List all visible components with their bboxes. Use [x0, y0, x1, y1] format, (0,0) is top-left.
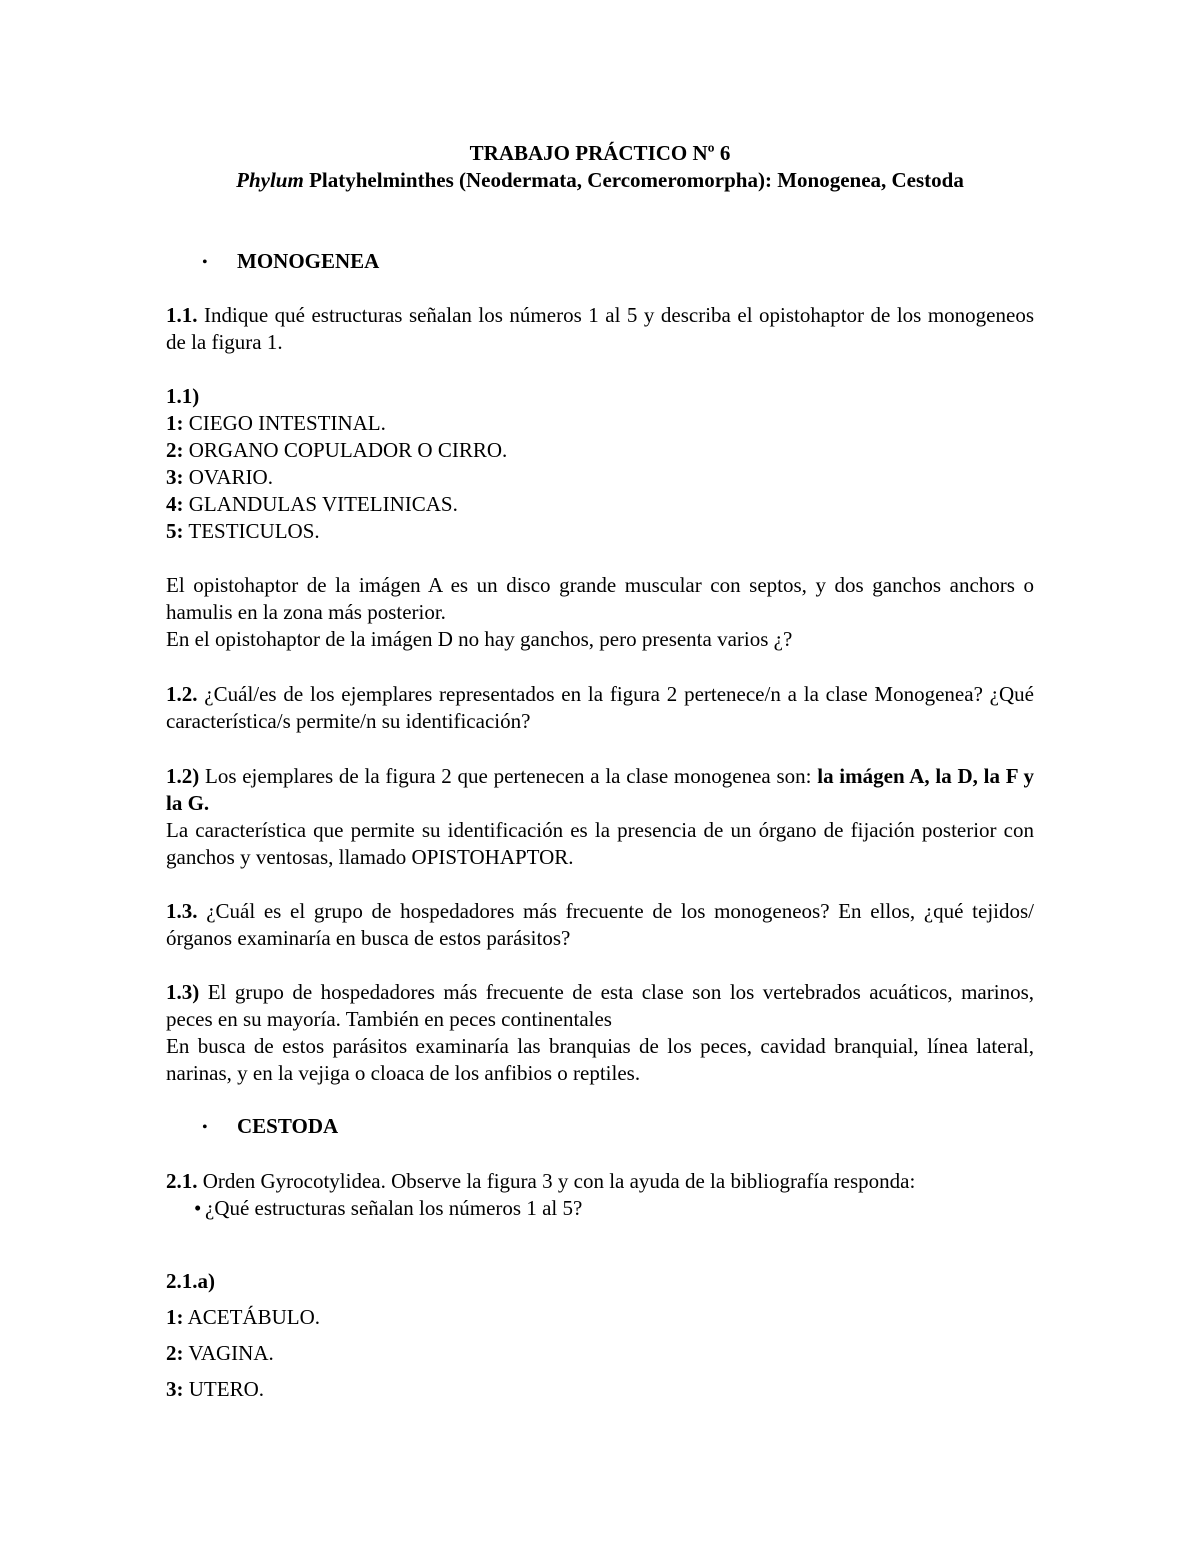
answer-2-1: 2.1.a) 1: ACETÁBULO. 2: VAGINA. 3: UTERO.: [166, 1263, 1034, 1407]
sub-bullet-icon: •: [194, 1196, 202, 1220]
question-1-3: 1.3. ¿Cuál es el grupo de hospedadores más frecuente de los monogeneos? En ellos, ¿qué tejidos/órganos examinaría en busca de estos parásitos?: [166, 899, 1034, 950]
page-title: [0, 140, 1200, 167]
answer-1-1-paragraph: El opistohaptor de la imágen A es un disco grande muscular con septos, y dos ganchos anchors o hamulis en la zona más posterior.: [166, 573, 1034, 624]
page-subtitle: [0, 167, 1200, 194]
answer-1-3-paragraph: En busca de estos parásitos examinaría las branquias de los peces, cavidad branquial, línea lateral, narinas, y en la vejiga o cloaca de los anfibios o reptiles.: [166, 1034, 1034, 1085]
subtitle-italic: Phylum: [236, 168, 304, 192]
subtitle-text: Platyhelminthes (Neodermata, Cercomeromorpha): Monogenea, Cestoda: [303, 168, 964, 192]
list-item: 3: UTERO.: [166, 1377, 264, 1401]
question-2-1-sub: ¿Qué estructuras señalan los números 1 al 5?: [205, 1196, 583, 1220]
list-item: 4: GLANDULAS VITELINICAS.: [166, 492, 458, 516]
answer-1-2-paragraph: La característica que permite su identificación es la presencia de un órgano de fijación posterior con ganchos y ventosas, llamado OPISTOHAPTOR.: [166, 818, 1034, 869]
bullet-icon: •: [202, 254, 208, 271]
answer-1-3: 1.3) El grupo de hospedadores más frecuente de esta clase son los vertebrados acuáticos, marinos, peces en su mayoría. También en peces continentales: [166, 980, 1034, 1031]
list-item: 1: CIEGO INTESTINAL.: [166, 411, 386, 435]
list-item: 3: OVARIO.: [166, 465, 273, 489]
list-item: 2: ORGANO COPULADOR O CIRRO.: [166, 438, 508, 462]
list-item: 1: ACETÁBULO.: [166, 1305, 320, 1329]
answer-1-2: 1.2) Los ejemplares de la figura 2 que pertenecen a la clase monogenea son: la imágen A, la D, la F y la G.: [166, 764, 1034, 815]
answer-1-1-paragraph-2: En el opistohaptor de la imágen D no hay ganchos, pero presenta varios ¿?: [166, 627, 793, 651]
answer-1-1: 1.1) 1: CIEGO INTESTINAL. 2: ORGANO COPULADOR O CIRRO. 3: OVARIO. 4: GLANDULAS VITELINICAS. 5: TESTICULOS.: [166, 383, 1034, 545]
section-heading-cestoda: CESTODA: [237, 1114, 339, 1138]
question-1-2: 1.2. ¿Cuál/es de los ejemplares representados en la figura 2 pertenece/n a la clase Monogenea? ¿Qué característica/s permite/n su identificación?: [166, 682, 1034, 733]
question-1-1: 1.1. Indique qué estructuras señalan los números 1 al 5 y describa el opistohaptor de los monogeneos de la figura 1.: [166, 303, 1034, 354]
bullet-icon: •: [202, 1119, 208, 1136]
section-heading-monogenea: MONOGENEA: [237, 249, 380, 273]
list-item: 2: VAGINA.: [166, 1341, 274, 1365]
question-2-1: 2.1. Orden Gyrocotylidea. Observe la figura 3 y con la ayuda de la bibliografía responda:: [166, 1169, 916, 1193]
list-item: 5: TESTICULOS.: [166, 519, 320, 543]
title-text: TRABAJO PRÁCTICO Nº 6: [469, 141, 731, 165]
